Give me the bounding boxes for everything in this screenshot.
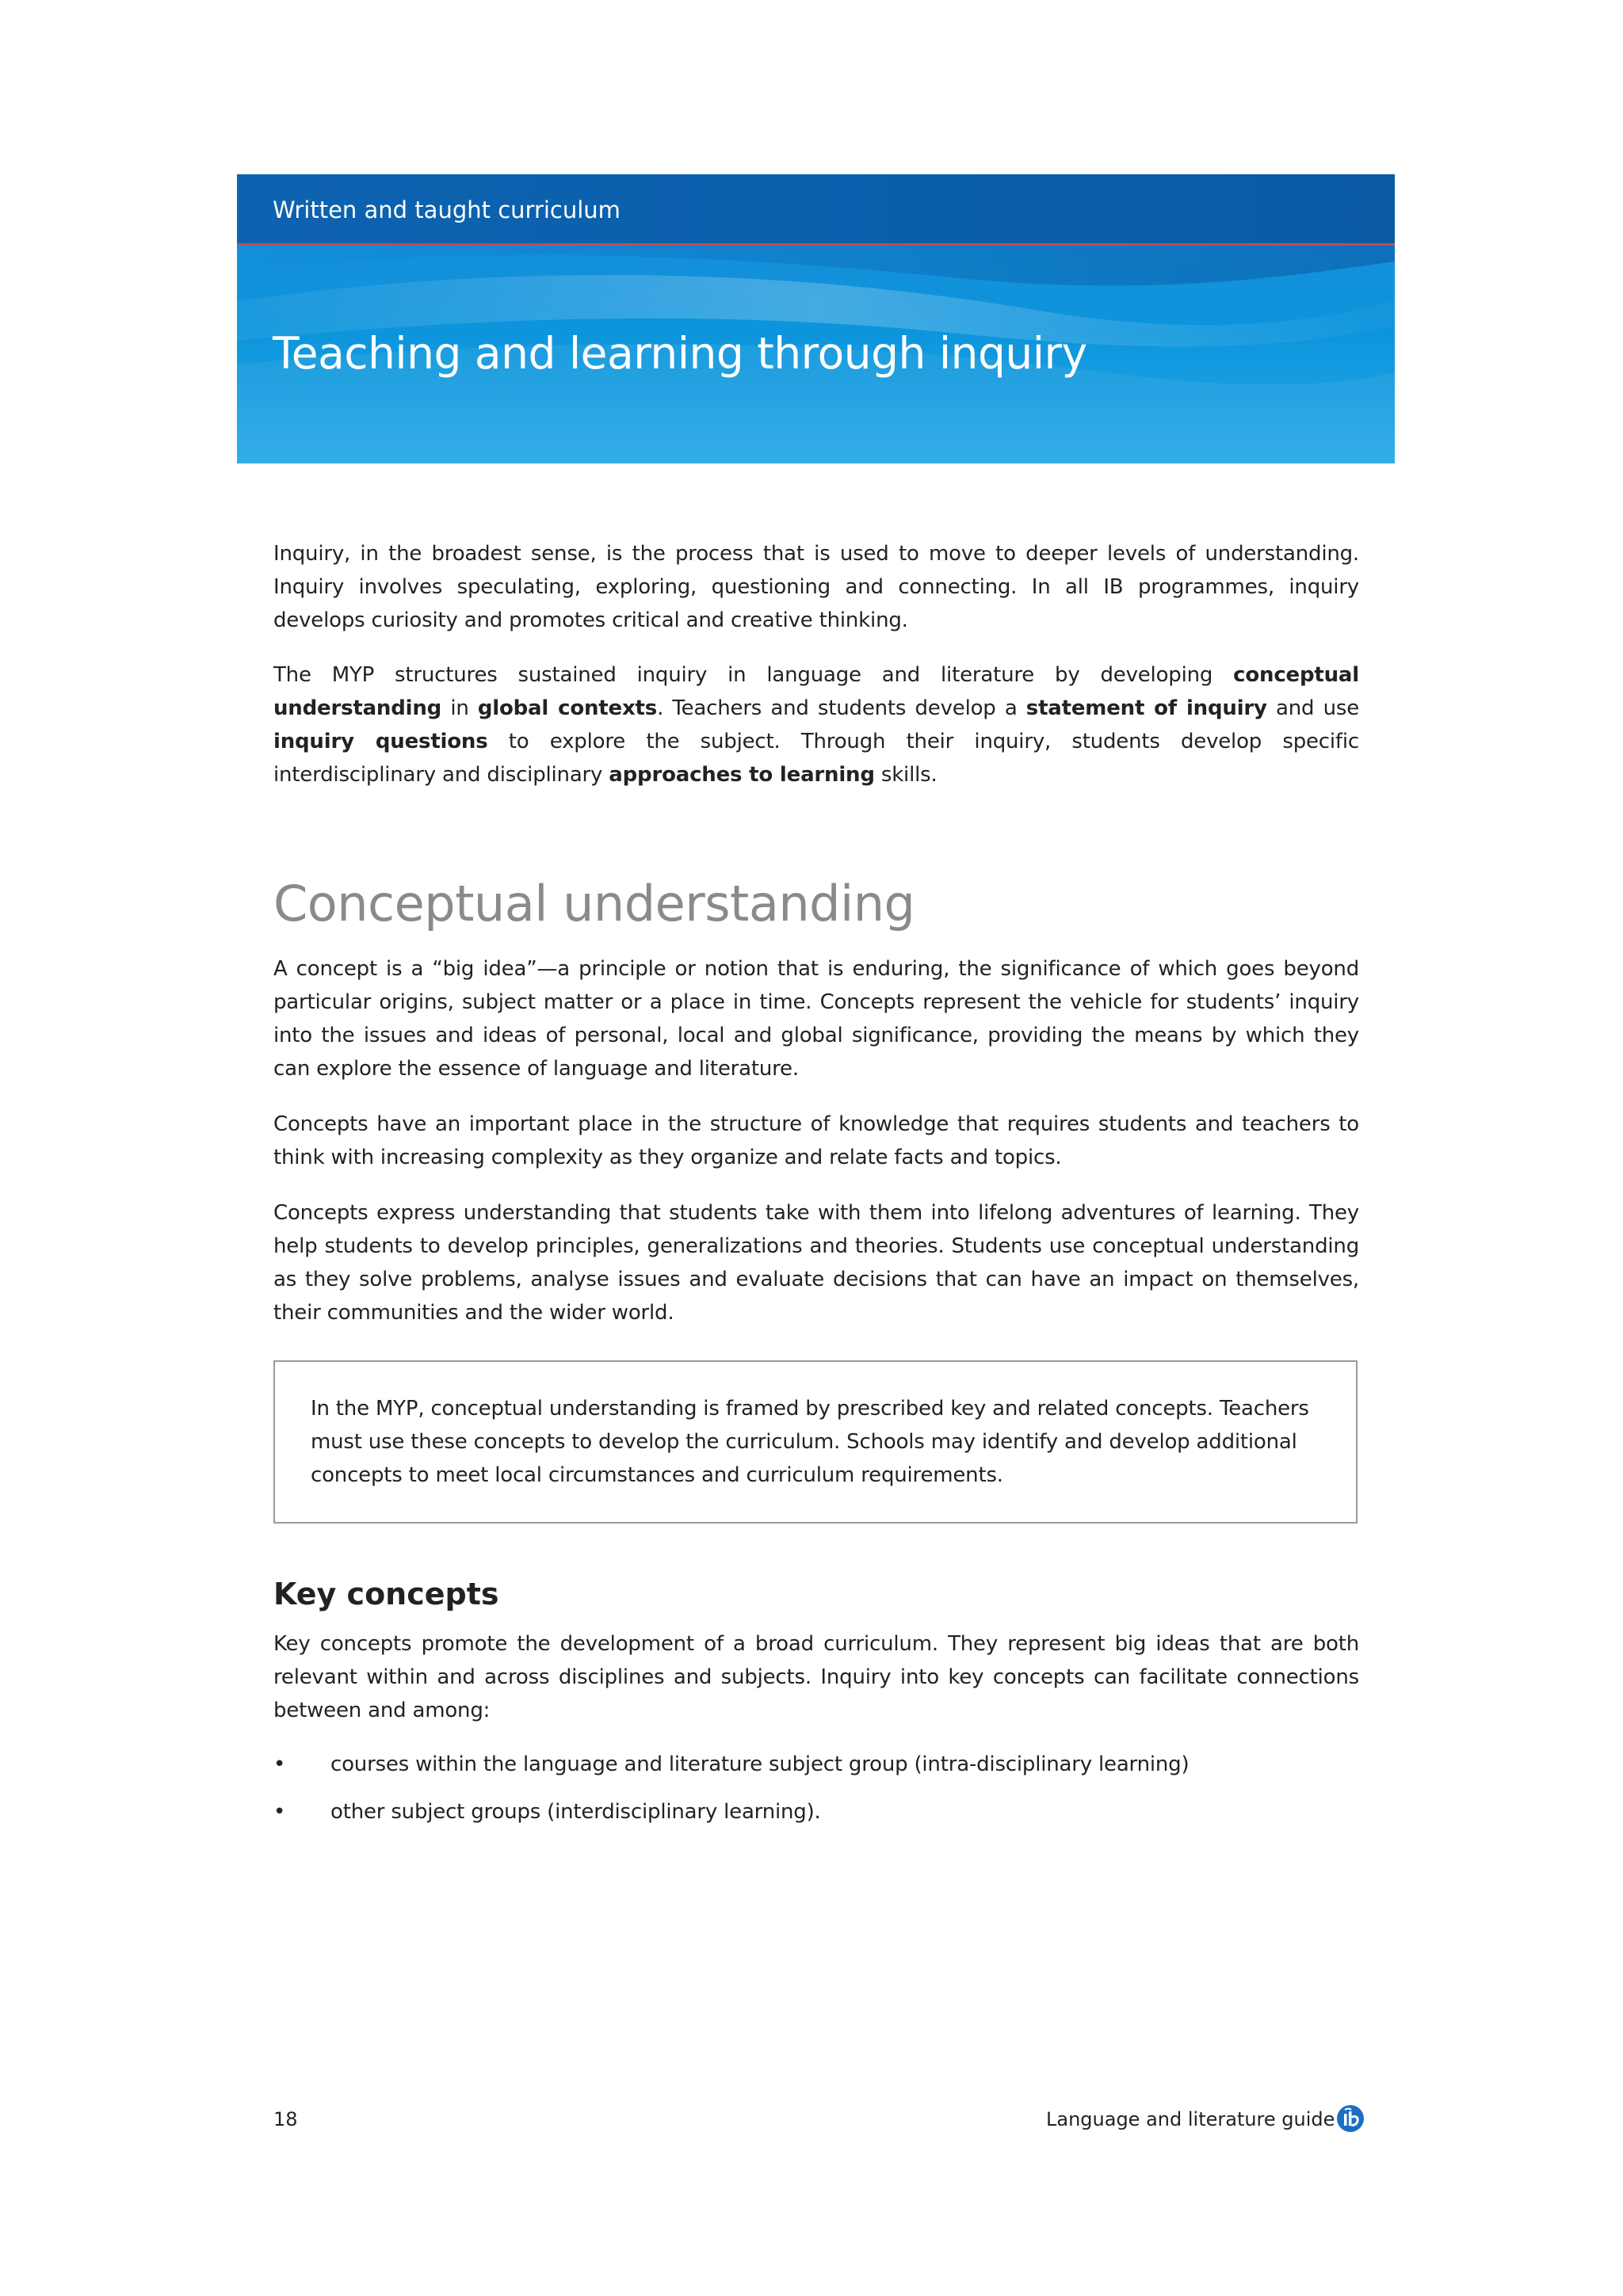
conceptual-paragraph-2-block (273, 1108, 1359, 1174)
chapter-banner (237, 174, 1395, 463)
heading-key-concepts: Key concepts (273, 1577, 499, 1611)
term-statement-of-inquiry: statement of inquiry (1025, 696, 1267, 720)
heading-conceptual-understanding: Conceptual understanding (273, 875, 915, 933)
text-run: to explore the subject. Through their inquiry, students develop specific interdisciplinary and disciplinary (273, 730, 1359, 787)
text-run: . Teachers and students develop a (657, 696, 1026, 720)
term-approaches-to-learning: approaches to learning (609, 763, 875, 787)
page-number: 18 (273, 2108, 298, 2130)
ib-logo-icon (1335, 2103, 1365, 2134)
list-item-text: other subject groups (interdisciplinary learning). (330, 1800, 821, 1824)
term-global-contexts: global contexts (477, 696, 658, 720)
conceptual-paragraph-2: Concepts have an important place in the structure of knowledge that requires students and teachers to think with increasing complexity as they organize and relate facts and topics. (273, 1112, 1359, 1169)
intro-paragraph-1-block (273, 537, 1359, 637)
term-conceptual-understanding: conceptual understanding (273, 663, 1359, 720)
intro-paragraph-1: Inquiry, in the broadest sense, is the process that is used to move to deeper levels of understanding. Inquiry involves speculating, exploring, questioning and connecting. In all IB programmes, inquiry develops curiosity and promotes critical and creative thinking. (273, 542, 1359, 632)
intro-paragraph-2 (273, 658, 1359, 791)
bullet-marker: • (273, 1800, 286, 1824)
text-run: and use (1266, 696, 1360, 720)
key-concepts-paragraph: Key concepts promote the development of a broad curriculum. They represent big ideas that are both relevant within and across disciplines and subjects. Inquiry into key concepts can facilitate connections between and among: (273, 1632, 1359, 1722)
bullet-marker: • (273, 1753, 286, 1776)
conceptual-paragraph-3: Concepts express understanding that students take with them into lifelong adventures of learning. They help students to develop principles, generalizations and theories. Students use conceptual understanding as they solve problems, analyse issues and evaluate decisions that can have an impact on themselves, their communities and the wider world. (273, 1201, 1359, 1325)
note-box (273, 1360, 1358, 1524)
section-label: Written and taught curriculum (273, 196, 621, 223)
note-text: In the MYP, conceptual understanding is framed by prescribed key and related concepts. Teachers must use these concepts to develop the curriculum. Schools may identify and develop additional concepts to meet local circumstances and curriculum requirements. (311, 1397, 1309, 1487)
text-run: skills. (874, 763, 938, 787)
conceptual-paragraph-3-block (273, 1196, 1359, 1329)
conceptual-paragraph-1-block (273, 952, 1359, 1085)
list-item-text: courses within the language and literature subject group (intra-disciplinary learning) (330, 1753, 1190, 1776)
text-run: The MYP structures sustained inquiry in language and literature by developing (273, 663, 1234, 687)
text-run: in (441, 696, 478, 720)
chapter-title: Teaching and learning through inquiry (273, 328, 1087, 379)
conceptual-paragraph-1: A concept is a “big idea”—a principle or notion that is enduring, the significance of which goes beyond particular origins, subject matter or a place in time. Concepts represent the vehicle for students’ inquiry into the issues and ideas of personal, local and global significance, providing the means by which they can explore the essence of language and literature. (273, 957, 1359, 1081)
term-inquiry-questions: inquiry questions (273, 730, 488, 753)
key-concepts-paragraph-block (273, 1627, 1359, 1727)
guide-title: Language and literature guide (1046, 2108, 1335, 2130)
intro-paragraph-2-block (273, 658, 1359, 791)
